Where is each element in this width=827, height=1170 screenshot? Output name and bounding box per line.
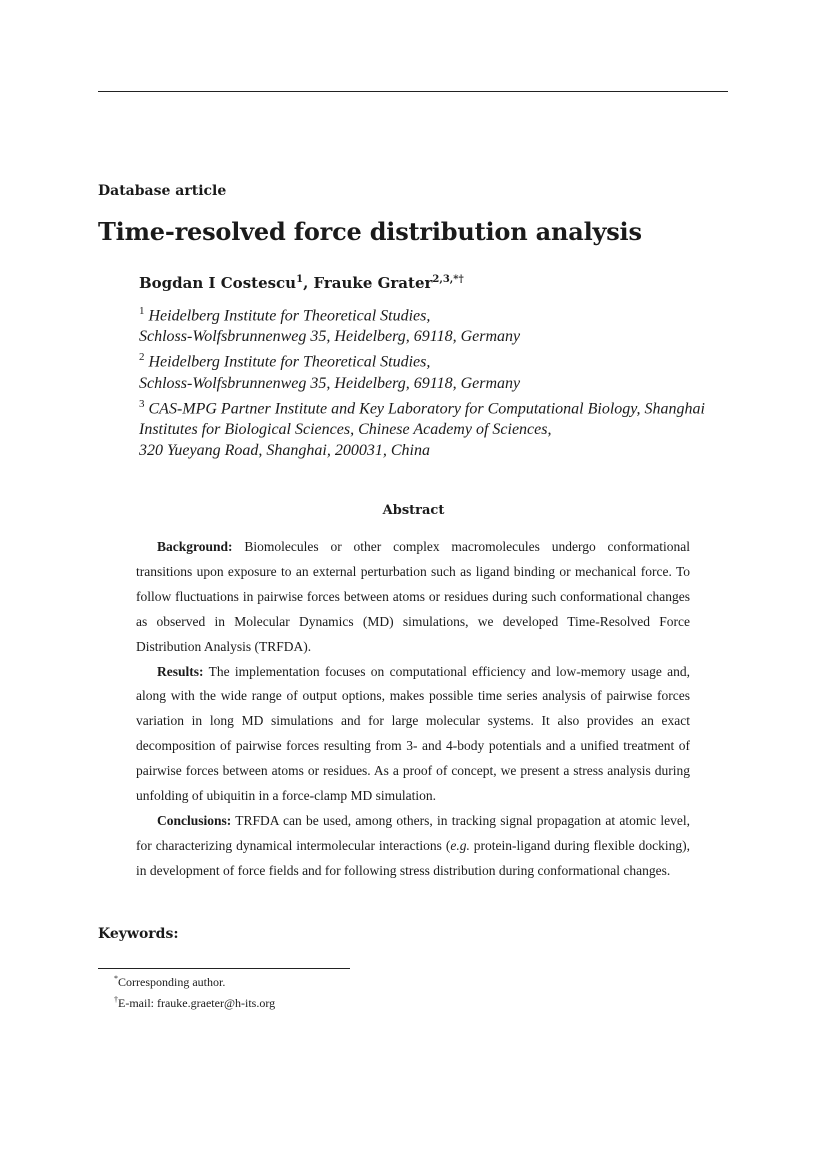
conclusions-text: TRFDA can be used, among others, in tracking signal propagation at atomic level, for characterizing dynamical intermolecular interactions ( [136, 812, 690, 853]
affiliation-text: CAS-MPG Partner Institute and Key Laboratory for Computational Biology, Shanghai [148, 399, 705, 417]
abstract-body [136, 535, 690, 884]
keywords-label: Keywords: [98, 926, 179, 942]
footnote-text: Corresponding author. [118, 975, 226, 989]
results-text: The implementation focuses on computational efficiency and low-memory usage and, along with the wide range of output options, makes possible time series analysis of pairwise forces variation in long MD simulations and for large molecular systems. It also provides an exact decomposition of pairwise forces resulting from 3- and 4-body potentials and a unified treatment of pairwise forces between atoms or residues. As a proof of concept, we present a stress analysis during unfolding of ubiquitin in a force-clamp MD simulation. [136, 663, 691, 804]
affiliation-line [139, 326, 779, 347]
results-label: Results: [157, 663, 204, 679]
author-affiliation-mark: 2,3,*† [432, 274, 464, 285]
conclusions-label: Conclusions: [157, 812, 232, 828]
affiliation-number: 1 [139, 305, 145, 317]
footnote-mark: * [114, 974, 118, 983]
footnote-mark: † [114, 995, 118, 1004]
affiliation-number: 2 [139, 351, 145, 364]
affiliation-text: Institutes for Biological Sciences, Chinese Academy of Sciences, [139, 420, 552, 438]
abstract-background [136, 535, 690, 660]
author-affiliation-mark: 1 [296, 274, 304, 285]
conclusions-eg: e.g. [450, 837, 470, 853]
affiliation-line [139, 394, 779, 419]
affiliations [139, 301, 779, 461]
affiliation-line [139, 373, 779, 394]
affiliation-line [139, 301, 779, 326]
affiliation-text: Schloss-Wolfsbrunnenweg 35, Heidelberg, 69118, Germany [139, 328, 521, 346]
paper-title: Time-resolved force distribution analysis [98, 217, 642, 246]
conclusions-text-rest: protein-ligand during flexible docking), in development of force fields and for following stress distribution during conformational changes. [136, 837, 690, 878]
background-label: Background: [157, 539, 233, 554]
affiliation-line [139, 347, 779, 372]
article-type: Database article [98, 183, 227, 199]
footnote-rule [98, 968, 350, 969]
author-name: Frauke Grater [313, 274, 433, 292]
abstract-results [136, 660, 690, 809]
footnote [114, 970, 275, 991]
abstract-conclusions [136, 809, 690, 884]
affiliation-text: Schloss-Wolfsbrunnenweg 35, Heidelberg, 69118, Germany [139, 374, 521, 392]
affiliation-line [139, 419, 779, 440]
author-separator: , [303, 274, 314, 292]
affiliation-text: 320 Yueyang Road, Shanghai, 200031, China [139, 441, 430, 459]
footnote-text: E-mail: frauke.graeter@h-its.org [118, 996, 276, 1010]
header-rule [98, 91, 728, 92]
author-name: Bogdan I Costescu [139, 274, 297, 292]
author-list [139, 274, 464, 292]
background-text: Biomolecules or other complex macromolecules undergo conformational transitions upon exposure to an external perturbation such as ligand binding or mechanical force. To follow fluctuations in pairwise forces between atoms or residues during such conformational changes as observed in Molecular Dynamics (MD) simulations, we developed Time-Resolved Force Distribution Analysis (TRFDA). [136, 539, 691, 654]
abstract-heading: Abstract [382, 503, 445, 518]
footnotes [114, 970, 275, 1012]
affiliation-line [139, 440, 779, 461]
affiliation-number: 3 [139, 397, 145, 410]
affiliation-text: Heidelberg Institute for Theoretical Studies, [148, 307, 431, 325]
affiliation-text: Heidelberg Institute for Theoretical Studies, [148, 353, 431, 371]
footnote [114, 991, 275, 1012]
